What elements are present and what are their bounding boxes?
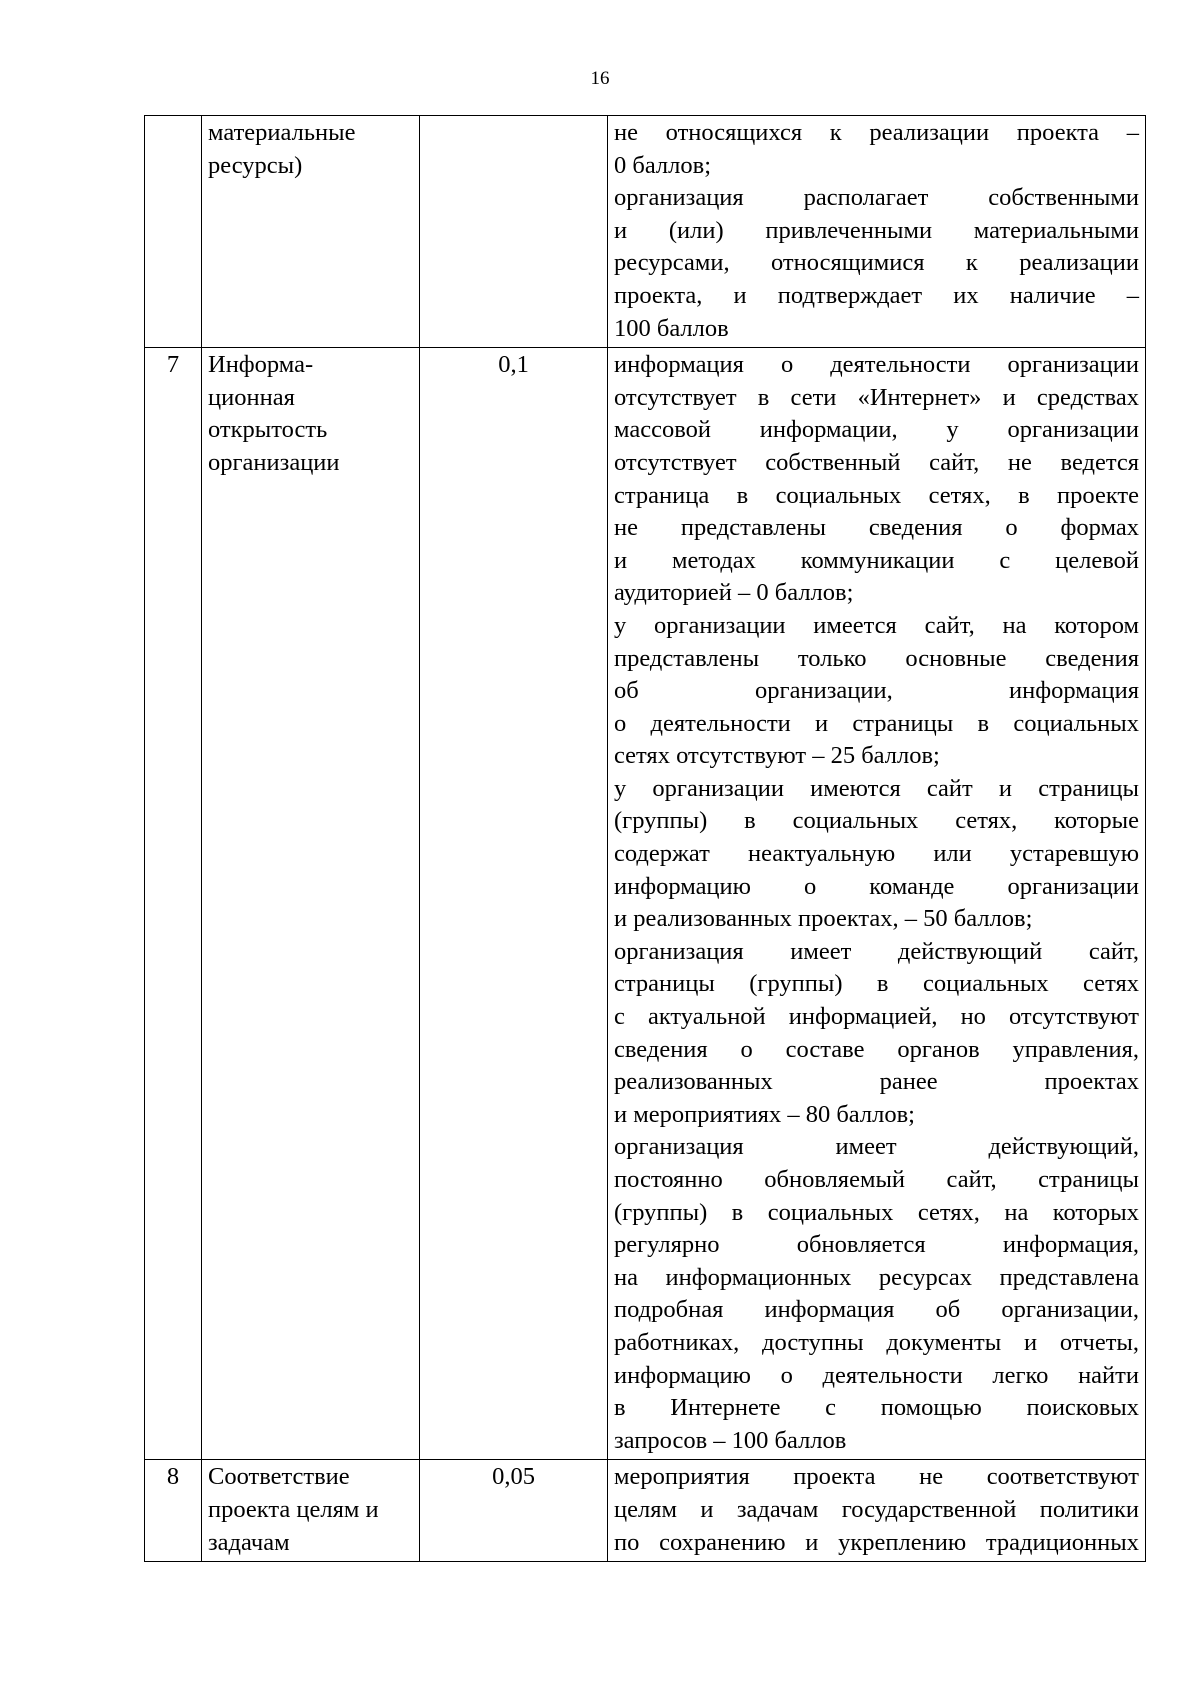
description-line: на информационных ресурсах представлена [614, 1263, 1139, 1291]
table-row [145, 348, 1146, 1460]
description-line: работниках, доступны документы и отчеты, [614, 1328, 1139, 1356]
description-line: организация имеет действующий, [614, 1133, 1139, 1161]
criterion-weight: 0,1 [420, 348, 608, 1460]
table-row [145, 116, 1146, 348]
criterion-name [202, 348, 420, 1460]
description-line: представлены только основные сведения [614, 644, 1139, 672]
description-line: отсутствует в сети «Интернет» и средствах [614, 383, 1139, 411]
description-line: (группы) в социальных сетях, на которых [614, 1198, 1139, 1226]
description-line: сведения о составе органов управления, [614, 1035, 1139, 1063]
criterion-name-line: открытость [208, 416, 328, 444]
criteria-table [144, 115, 1146, 1562]
description-line: в Интернете с помощью поисковых [614, 1394, 1139, 1422]
description-line: 100 баллов [614, 314, 729, 342]
description-line: ресурсами, относящимися к реализации [614, 249, 1139, 277]
criterion-weight [420, 116, 608, 348]
description-line: сетях отсутствуют – 25 баллов; [614, 742, 940, 770]
table-row [145, 1460, 1146, 1562]
description-line: регулярно обновляется информация, [614, 1231, 1139, 1259]
criterion-number: 8 [145, 1460, 202, 1562]
criterion-name-line: организации [208, 448, 340, 476]
description-line: у организации имеются сайт и страницы [614, 774, 1139, 802]
description-line: и мероприятиях – 80 баллов; [614, 1100, 915, 1128]
criterion-scoring-description [608, 1460, 1146, 1562]
criterion-name-line: ресурсы) [208, 151, 303, 179]
description-line: запросов – 100 баллов [614, 1426, 847, 1454]
description-line: информацию о деятельности легко найти [614, 1361, 1139, 1389]
criterion-scoring-description [608, 348, 1146, 1460]
description-line: и методах коммуникации с целевой [614, 546, 1139, 574]
description-line: реализованных ранее проектах [614, 1068, 1139, 1096]
description-line: страница в социальных сетях, в проекте [614, 481, 1139, 509]
description-line: массовой информации, у организации [614, 416, 1139, 444]
description-line: отсутствует собственный сайт, не ведется [614, 448, 1139, 476]
description-line: 0 баллов; [614, 151, 712, 179]
description-line: и реализованных проектах, – 50 баллов; [614, 905, 1033, 933]
criterion-name-line: материальные [208, 119, 356, 146]
description-line: не относящихся к реализации проекта – [614, 119, 1139, 146]
description-line: об организации, информация [614, 677, 1139, 705]
description-line: аудиторией – 0 баллов; [614, 579, 854, 607]
description-line: организация имеет действующий сайт, [614, 937, 1139, 965]
description-line: по сохранению и укреплению традиционных [614, 1528, 1139, 1556]
page-number: 16 [590, 68, 610, 89]
criterion-name-line: задачам [208, 1528, 290, 1556]
criteria-table-body [145, 116, 1146, 1562]
criterion-name [202, 1460, 420, 1562]
description-line: содержат неактуальную или устаревшую [614, 840, 1139, 868]
criterion-name-line: Соответствие [208, 1463, 350, 1491]
criterion-name-line: Информа- [208, 351, 314, 379]
description-line: мероприятия проекта не соответствуют [614, 1463, 1139, 1491]
description-line: и (или) привлеченными материальными [614, 216, 1139, 244]
description-line: у организации имеется сайт, на котором [614, 611, 1139, 639]
description-line: проекта, и подтверждает их наличие – [614, 281, 1139, 309]
criterion-weight: 0,05 [420, 1460, 608, 1562]
description-line: (группы) в социальных сетях, которые [614, 807, 1139, 835]
description-line: с актуальной информацией, но отсутствуют [614, 1003, 1139, 1031]
description-line: о деятельности и страницы в социальных [614, 709, 1139, 737]
criterion-name [202, 116, 420, 348]
criterion-name-line: проекта целям и [208, 1495, 379, 1523]
description-line: организация располагает собственными [614, 184, 1139, 212]
criterion-scoring-description [608, 116, 1146, 348]
description-line: страницы (группы) в социальных сетях [614, 970, 1139, 998]
description-line: целям и задачам государственной политики [614, 1495, 1139, 1523]
description-line: информация о деятельности организации [614, 351, 1139, 379]
criterion-number [145, 116, 202, 348]
description-line: подробная информация об организации, [614, 1296, 1139, 1324]
description-line: информацию о команде организации [614, 872, 1139, 900]
criterion-number: 7 [145, 348, 202, 1460]
description-line: не представлены сведения о формах [614, 514, 1139, 542]
description-line: постоянно обновляемый сайт, страницы [614, 1166, 1139, 1193]
criterion-name-line: ционная [208, 383, 295, 411]
